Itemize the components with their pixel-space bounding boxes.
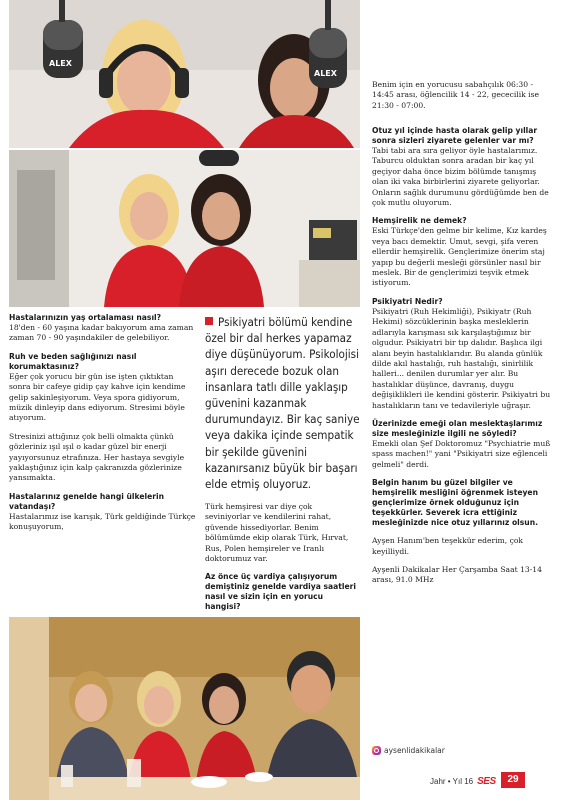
question: Belgin hanım bu güzel bilgiler ve hemşirelik mesliğini öğrenmek isteyen gençlerimize örnek olduğunuz için teşekkürler. Severek icra ettiğiniz mesleğinizde nice otuz yıllarınız olsun. (372, 478, 538, 528)
answer: Psikiyatri (Ruh Hekimliği), Psikiyatr (Ruh Hekimi) sözcüklerinin başka mesleklerin adlarıyla karışması sık karşılaştığımız bir olgudur. Psikiyatri bir tıp dalıdır. Başlıca ilgi alanı beyin hastalıklarıdır. Bu alanda günlük dilde akıl hastalığı, ruh hastalığı, sinirlilik halleri... denilen durumlar yer alır. Bu hastalıklar düşünce, davranış, duygu değişiklikleri ile kendini gösterir. Psikiyatri bu hastalıkların tanı ve tedavileriyle uğraşır. (372, 306, 551, 410)
qa-item (205, 572, 360, 612)
answer: Eski Türkçe'den gelme bir kelime, Kız kardeş veya bacı demektir. Umut, sevgi, şifa veren ellerdir hemşirelik. Gençlerimize önerim staj yapıp bu değerli mesleği görsünler nasıl bir meslek. Bir de gençlerimizi teşvik etmek istiyorum. (372, 226, 547, 288)
question: Ruh ve beden sağlığınızı nasıl korumaktasınız? (9, 351, 137, 371)
qa-item (9, 352, 197, 424)
instagram-icon (372, 746, 381, 755)
right-column (372, 126, 552, 594)
cafe-group-photo (9, 617, 360, 800)
middle-column (205, 502, 360, 620)
intro-paragraph: Benim için en yorucusu sabahçılık 06:30 - 14:45 arası, öğlencilik 14 - 22, gececilik ise 21:30 - 07:00. (372, 80, 539, 110)
answer: Hastalarımız ise karışık, Türk geldiğinde Türkçe konuşuyorum, (9, 511, 196, 532)
intro-text (372, 80, 552, 111)
question: Üzerinizde emeği olan meslektaşlarımız size mesleğinizle ilgili ne söyledi? (372, 418, 543, 438)
pull-quote (205, 314, 360, 492)
pull-quote-text: Psikiyatri bölümü kendine özel bir dal herkes yapamaz diye düşünüyorum. Psikolojisi aşırı derecede bozuk olan insanlara tatlı dille yaklaşıp güvenini kazanmak durumundayız. Bir kaç saniye veya dakika içinde sempatik bir şekilde güvenini kazanırsanız büyük bir başarı elde etmiş oluyoruz. (205, 315, 360, 492)
answer: 18'den - 60 yaşına kadar bakıyorum ama zaman zaman 70 - 90 yaşındakiler de gelebiliyor. (9, 323, 194, 343)
magazine-logo: SES (477, 776, 496, 787)
answer: Türk hemşiresi var diye çok seviniyorlar ve kendilerini rahat, güvende hissediyorlar. Benim bölümümde ekip olarak Türk, Hırvat, Rus, Polen hemşireler ve Iranlı doktorumuz var. (205, 502, 349, 564)
qa-item (372, 297, 552, 411)
instagram-handle-text: aysenlidakikalar (384, 746, 445, 755)
answer: Ayşenli Dakikalar Her Çarşamba Saat 13-14 arası, 91.0 MHz (372, 564, 542, 585)
studio-photo-middle (9, 150, 360, 307)
studio-photo-top (9, 0, 360, 148)
question: Psikiyatri Nedir? (372, 296, 443, 306)
question: Hemşirelik ne demek? (372, 216, 467, 226)
qa-item (9, 432, 197, 484)
qa-item (9, 492, 197, 533)
question: Hastalarınızın yaş ortalaması nasıl? (9, 313, 162, 322)
question: Otuz yıl içinde hasta olarak gelip yıllar sonra sizleri ziyarete gelenler var mı? (372, 126, 538, 145)
answer: Ayşen Hanım'ben teşekkür ederim, çok keyilliydi. (372, 536, 524, 556)
instagram-handle[interactable] (372, 746, 445, 755)
qa-item (372, 216, 552, 288)
answer: Emekli olan Şef Doktoromuz "Psychiatrie muß spass machen!" yani "Psikiyatri size eğlenceli gelmeli" derdi. (372, 438, 551, 469)
footer-issue: Jahr • Yıl 16 (430, 777, 474, 786)
page-number: 29 (501, 772, 525, 788)
qa-item (205, 502, 360, 564)
qa-item (372, 419, 552, 470)
qa-item (372, 126, 552, 208)
mic-brand-1: ALEX (49, 59, 72, 68)
mic-brand-2: ALEX (314, 69, 337, 78)
qa-item (372, 565, 552, 586)
answer: Tabi tabi ara sıra geliyor öyle hastalarımız. Taburcu olduktan sonra aradan bir kaç yıl geçiyor daha önce bizim bölümde tanışmış olan iki vaka birbirlerini ziyarete geliyorlar. Onların sağlık durumunu gördüğümde ben de çok mutlu oluyorum. (372, 146, 549, 208)
qa-item (9, 313, 197, 344)
answer: Stresinizi attığınız çok belli olmakta çünkü gözleriniz ışıl ışıl o kadar güzel bir enerji yayıyorsunuz etrafınıza. Her hastaya sevgiyle yaklaştığınız için kalp çakranızda gözlerinize yansımakta. (9, 431, 185, 483)
question: Az önce üç vardiya çalışıyorum demiştiniz genelde vardiya saatleri nasıl ve sizin için en yorucu hangisi? (205, 572, 356, 612)
answer: Eğer çok yorucu bir gün ise işten çıktıktan sonra bir cafeye gidip çay kahve için kendime gelip sakinleşiyorum. Veya spora gidiyorum, müzik dinleyip dans ediyorum. Stresimi böyle atıyorum. (9, 371, 186, 423)
red-square-bullet (205, 317, 213, 325)
page-footer (430, 776, 496, 787)
left-column (9, 313, 197, 541)
question: Hastalarınız genelde hangi ülkelerin vatandaşı? (9, 491, 165, 511)
qa-item (372, 536, 552, 557)
qa-item (372, 478, 552, 528)
